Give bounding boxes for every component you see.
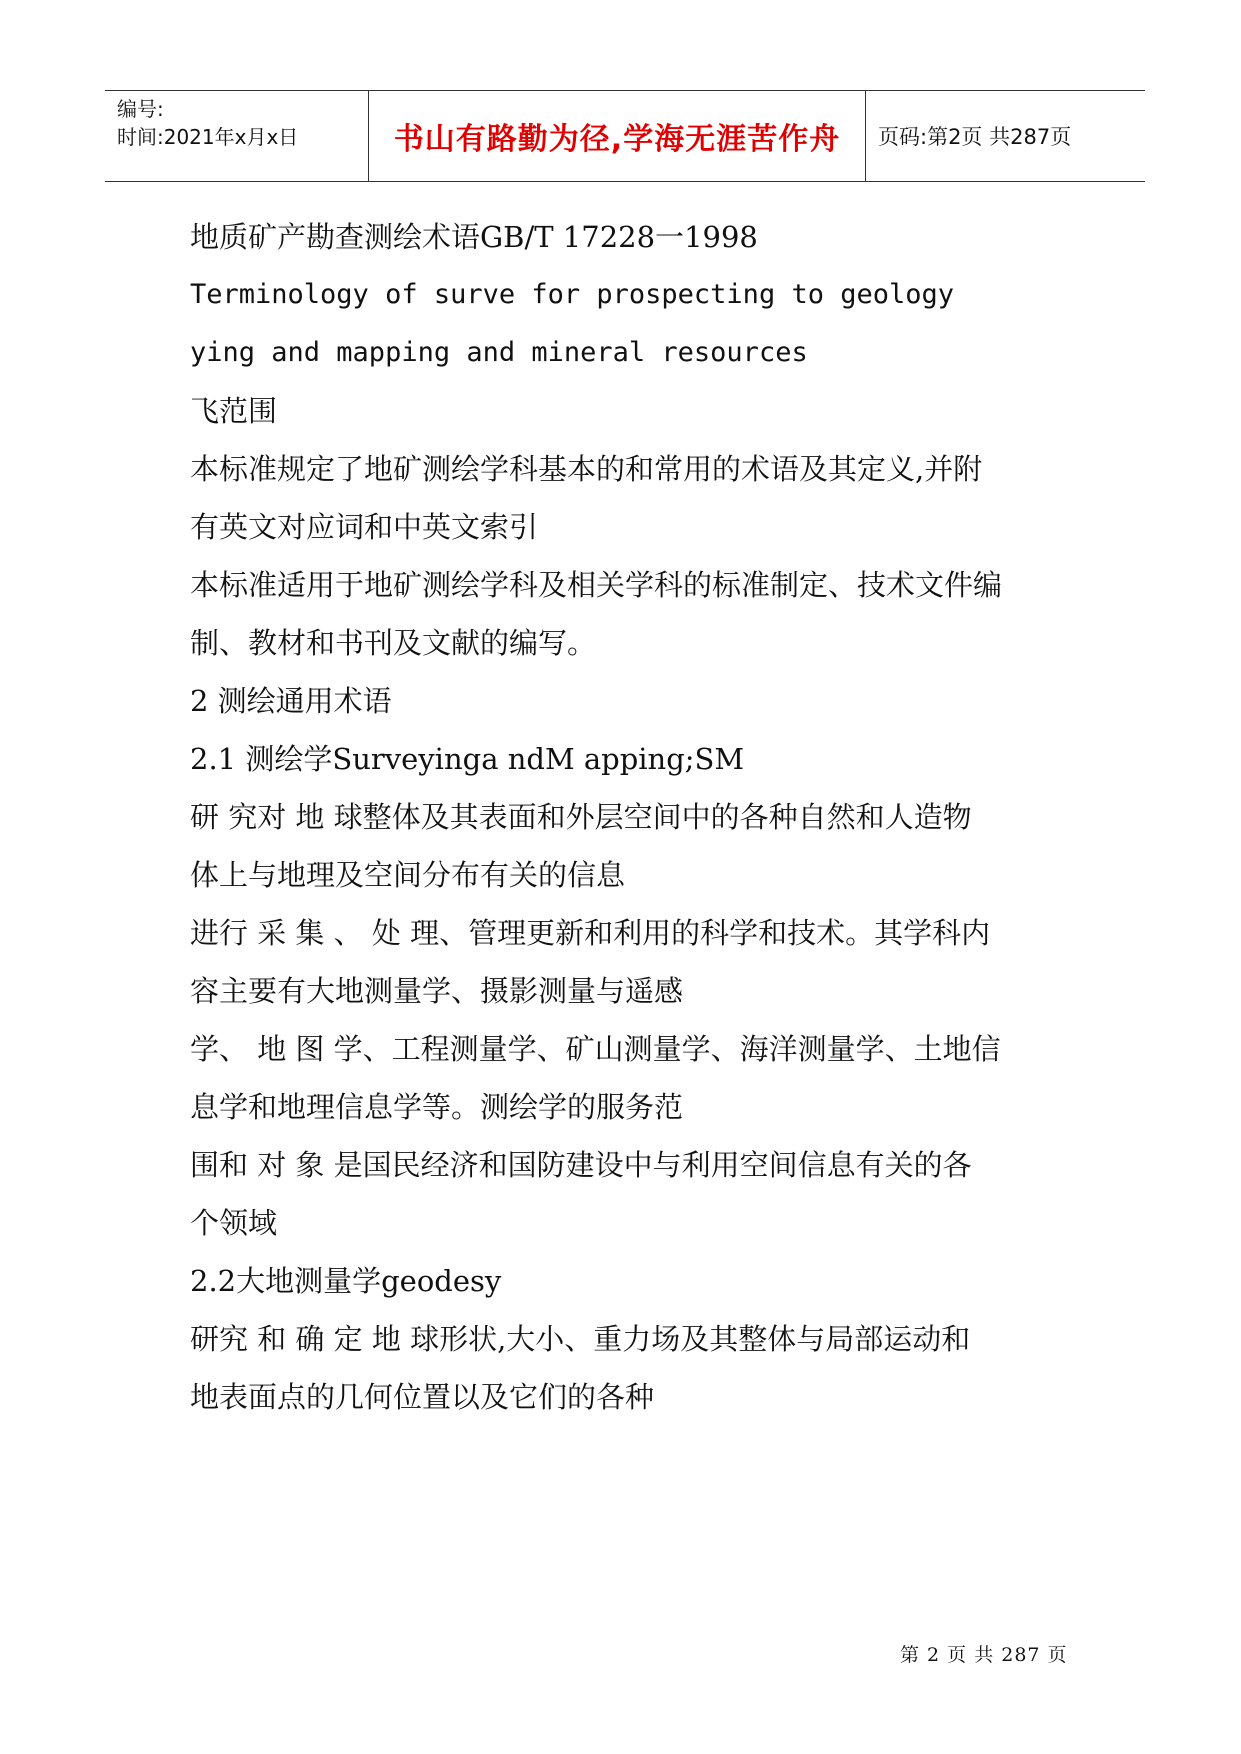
header-page-cell bbox=[866, 91, 1145, 181]
text-line: 有英文对应词和中英文索引 bbox=[190, 510, 539, 544]
text-line: 地质矿产勘查测绘术语GB/T 17228一1998 bbox=[190, 220, 758, 254]
page-header bbox=[105, 90, 1145, 182]
document-id-label: 编号: bbox=[117, 97, 164, 121]
text-line: Terminology of surve for prospecting to geology bbox=[190, 279, 955, 310]
text-line: 制、教材和书刊及文献的编写。 bbox=[190, 626, 597, 660]
document-time-label: 时间:2021年x月x日 bbox=[117, 125, 299, 149]
text-line: 研 究对 地 球整体及其表面和外层空间中的各种自然和人造物 bbox=[190, 800, 972, 834]
header-page-info: 页码:第2页 共287页 bbox=[878, 125, 1072, 149]
text-line: 体上与地理及空间分布有关的信息 bbox=[190, 858, 626, 892]
section-heading: 2 测绘通用术语 bbox=[190, 684, 392, 718]
text-line: 进行 采 集 、 处 理、管理更新和利用的科学和技术。其学科内 bbox=[190, 916, 991, 950]
text-line: 容主要有大地测量学、摄影测量与遥感 bbox=[190, 974, 684, 1008]
motto-text: 书山有路勤为径,学海无涯苦作舟 bbox=[393, 122, 841, 157]
text-line: 息学和地理信息学等。测绘学的服务范 bbox=[190, 1090, 684, 1124]
text-line: 地表面点的几何位置以及它们的各种 bbox=[190, 1380, 655, 1414]
term-heading: 2.1 测绘学Surveyinga ndM apping;SM bbox=[190, 742, 745, 776]
term-heading: 2.2大地测量学geodesy bbox=[190, 1264, 502, 1298]
section-heading: 飞范围 bbox=[190, 394, 278, 428]
text-line: ying and mapping and mineral resources bbox=[190, 337, 808, 368]
text-line: 个领域 bbox=[190, 1206, 278, 1240]
text-line: 本标准适用于地矿测绘学科及相关学科的标准制定、技术文件编 bbox=[190, 568, 1003, 602]
text-line: 本标准规定了地矿测绘学科基本的和常用的术语及其定义,并附 bbox=[190, 452, 983, 486]
text-line: 学、 地 图 学、工程测量学、矿山测量学、海洋测量学、土地信 bbox=[190, 1032, 1001, 1066]
page-footer-number: 第 2 页 共 287 页 bbox=[900, 1644, 1068, 1666]
header-motto-cell bbox=[369, 91, 866, 181]
text-line: 研究 和 确 定 地 球形状,大小、重力场及其整体与局部运动和 bbox=[190, 1322, 971, 1356]
header-meta-cell bbox=[105, 91, 369, 181]
text-line: 围和 对 象 是国民经济和国防建设中与利用空间信息有关的各 bbox=[190, 1148, 972, 1182]
